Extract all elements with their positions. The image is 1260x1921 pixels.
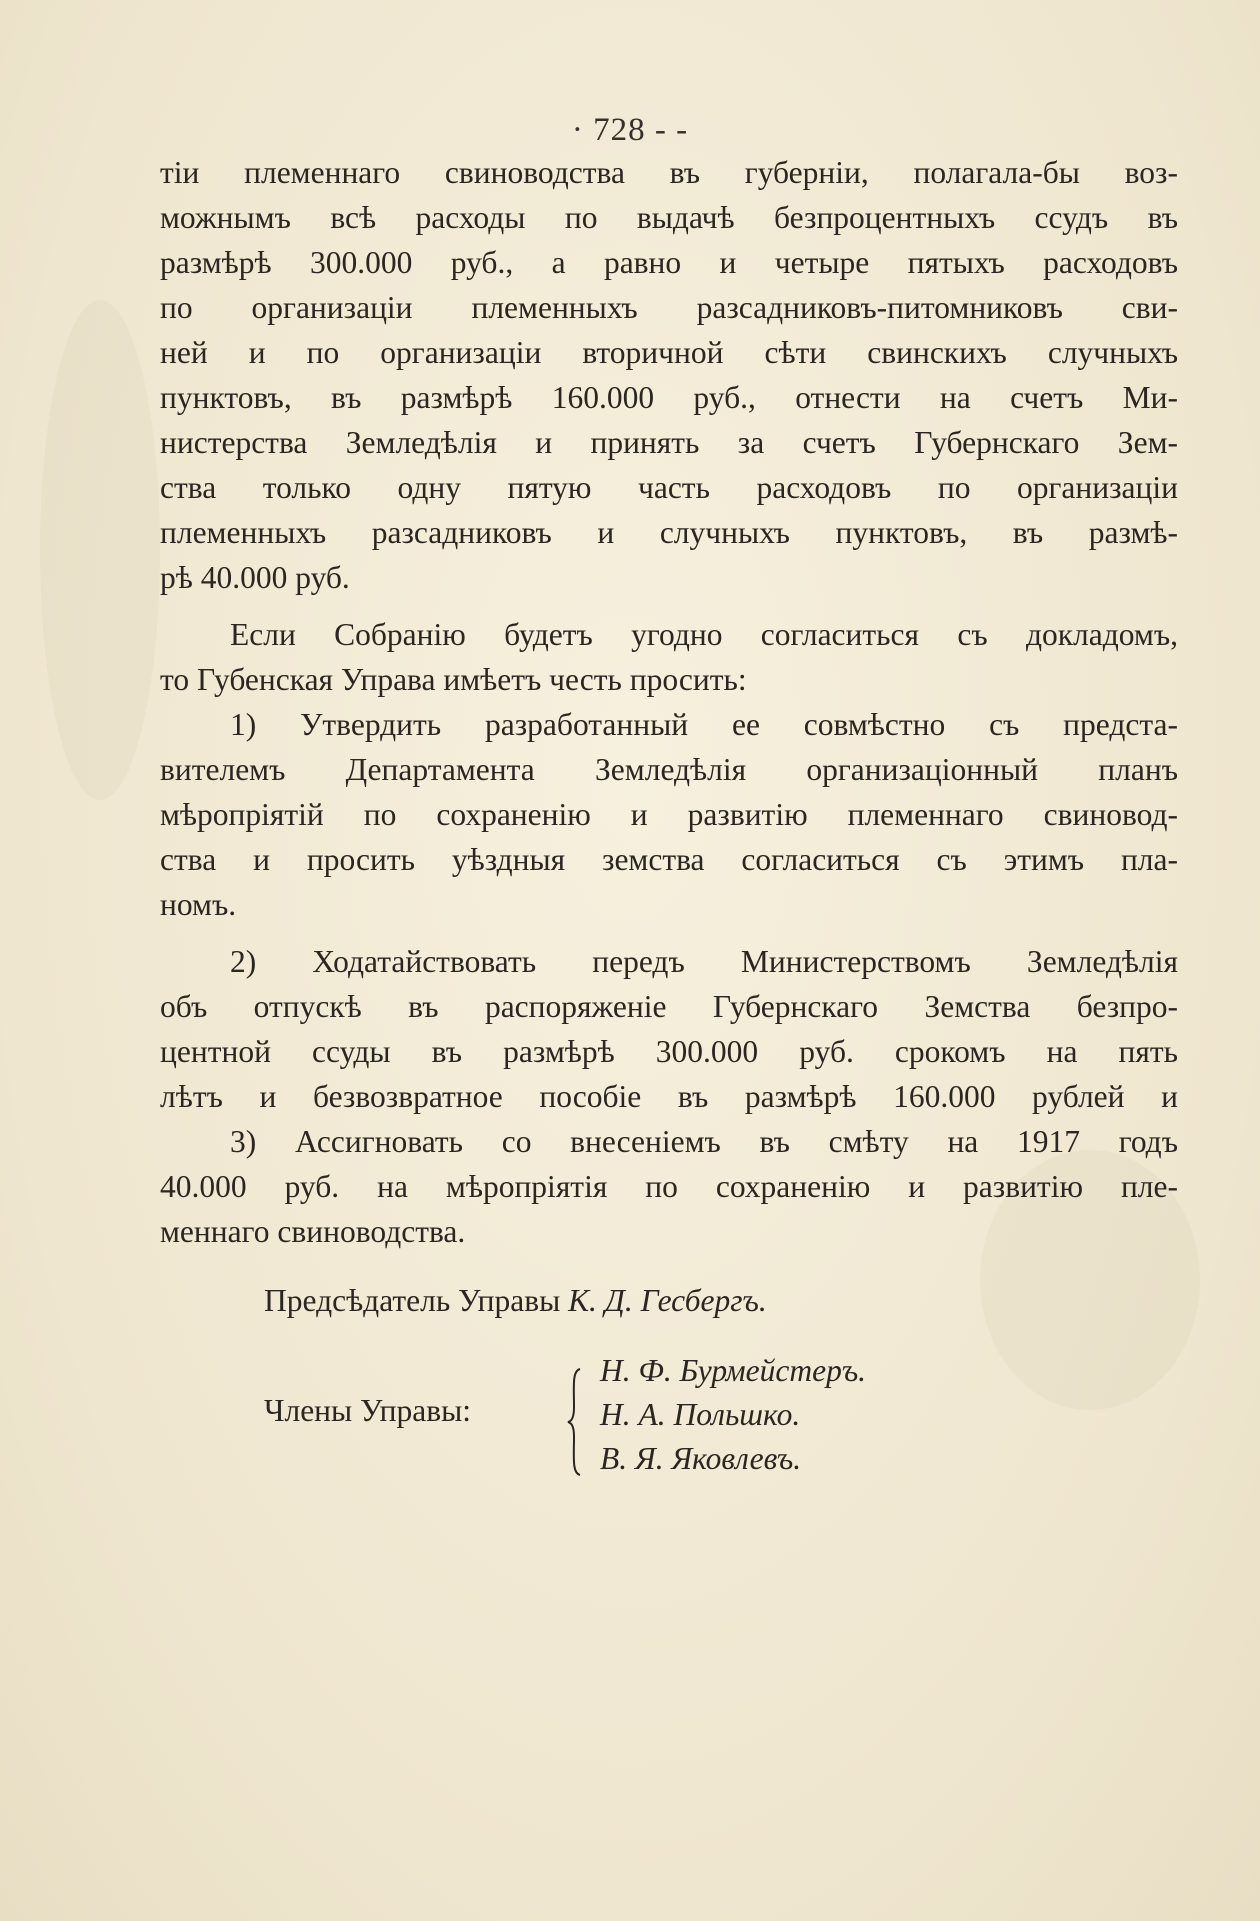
chairman-label: Предсѣдатель Управы [264,1283,561,1318]
members-list [600,1349,866,1481]
member-name: Н. А. Польшко. [600,1397,801,1432]
text-line: Если Собранію будетъ угодно согласиться съ докладомъ, [230,617,1178,652]
text-line: по организаціи племенныхъ разсадниковъ-питомниковъ сви- [160,290,1178,325]
member-name: Н. Ф. Бурмейстеръ. [600,1353,867,1388]
text-line: племенныхъ разсадниковъ и случныхъ пунктовъ, въ размѣ- [160,515,1178,550]
text-line: ней и по организаціи вторичной сѣти свинскихъ случныхъ [160,335,1178,370]
page-number-value: 728 [593,112,646,148]
text-line: 3) Ассигновать со внесеніемъ въ смѣту на 1917 годъ [230,1124,1178,1159]
text-line: вителемъ Департамента Земледѣлія организаціонный планъ [160,752,1178,787]
text-line: 40.000 руб. на мѣропріятія по сохраненію и развитію пле- [160,1169,1178,1204]
text-line: мѣропріятій по сохраненію и развитію племеннаго свиновод- [160,797,1178,832]
paragraph-1 [160,150,1178,600]
members-label: Члены Управы: [264,1393,471,1428]
text-line: то Губенская Управа имѣетъ честь просить: [160,662,747,697]
paragraph-2 [160,612,1178,702]
text-line: нистерства Земледѣлія и принять за счетъ Губернскаго Зем- [160,425,1178,460]
member-name: В. Я. Яковлевъ. [600,1441,802,1476]
main-text [160,150,1178,1254]
text-line: ства только одну пятую часть расходовъ по организаціи [160,470,1178,505]
chairman-name: К. Д. Гесбергъ. [568,1283,767,1318]
text-line: можнымъ всѣ расходы по выдачѣ безпроцентныхъ ссудъ въ [160,200,1178,235]
text-line: объ отпускѣ въ распоряженіе Губернскаго Земства безпро- [160,989,1178,1024]
text-line: пунктовъ, въ размѣрѣ 160.000 руб., отнести на счетъ Ми- [160,380,1178,415]
text-line: номъ. [160,887,237,922]
paragraph-5 [160,1119,1178,1254]
text-line: ства и просить уѣздныя земства согласиться съ этимъ пла- [160,842,1178,877]
page-number-dash-right: - - [645,112,689,148]
paragraph-3 [160,702,1178,927]
page-number-dash-left: · [571,112,594,148]
text-line: рѣ 40.000 руб. [160,560,350,595]
text-line: тіи племеннаго свиноводства въ губерніи, полагала-бы воз- [160,155,1178,190]
paragraph-4 [160,939,1178,1119]
curly-brace-icon [566,1367,584,1477]
text-line: центной ссуды въ размѣрѣ 300.000 руб. срокомъ на пять [160,1034,1178,1069]
text-line: меннаго свиноводства. [160,1214,466,1249]
text-line: лѣтъ и безвозвратное пособіе въ размѣрѣ 160.000 рублей и [160,1079,1178,1114]
chairman-line [264,1283,767,1319]
page-number [0,112,1260,149]
paper-stain [40,300,160,800]
text-line: 2) Ходатайствовать передъ Министерствомъ Земледѣлія [230,944,1178,979]
text-line: размѣрѣ 300.000 руб., а равно и четыре пятыхъ расходовъ [160,245,1178,280]
text-line: 1) Утвердить разработанный ее совмѣстно съ предста- [230,707,1178,742]
